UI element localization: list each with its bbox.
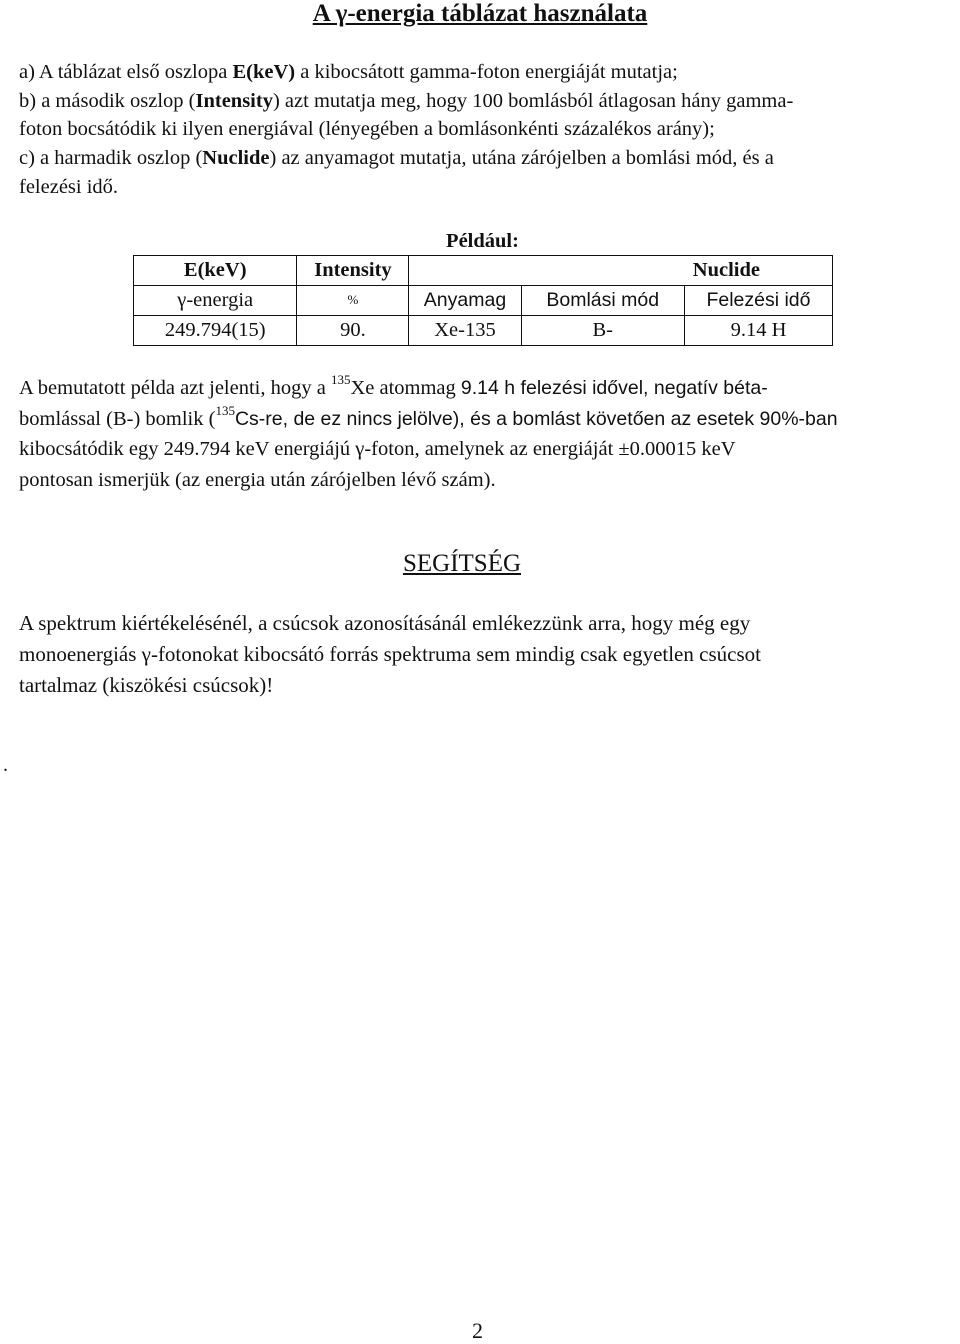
help-line-3: tartalmaz (kiszökési csúcsok)!	[19, 673, 274, 697]
header-nuclide: Nuclide	[409, 256, 833, 286]
example-title: Például:	[446, 230, 519, 252]
cell-halflife: 9.14 H	[684, 316, 832, 346]
header-intensity: Intensity	[297, 256, 409, 286]
help-heading: SEGÍTSÉG	[402, 550, 522, 577]
cell-energy: 249.794(15)	[134, 316, 297, 346]
page-title: A γ-energia táblázat használata	[312, 0, 648, 27]
help-line-1: A spektrum kiértékelésénél, a csúcsok azonosításánál emlékezzünk arra, hogy még egy	[19, 611, 751, 635]
page-number: 2	[472, 1318, 483, 1343]
cell-parent: Xe-135	[409, 316, 521, 346]
header-energy: E(keV)	[134, 256, 297, 286]
cell-intensity: 90.	[297, 316, 409, 346]
help-paragraph	[19, 608, 949, 701]
intro-item-b: b) a második oszlop (Intensity) azt mutatja meg, hogy 100 bomlásból átlagosan hány gamma-	[19, 89, 794, 112]
explanation-line-3: kibocsátódik egy 249.794 keV energiájú γ-foton, amelynek az energiáját ±0.00015 keV	[19, 438, 736, 460]
example-explanation	[19, 373, 959, 495]
intro-item-a: a) A táblázat első oszlopa E(keV) a kibocsátott gamma-foton energiáját mutatja;	[19, 61, 678, 83]
example-table	[133, 255, 833, 346]
subheader-halflife: Felezési idő	[684, 286, 832, 316]
explanation-line-2: bomlással (B-) bomlik ($^{135}$Cs-re, de ez nincs jelölve), és a bomlást követően az esetek 90%-ban	[19, 402, 838, 430]
explanation-line-1: A bemutatott példa azt jelenti, hogy a $^{135}$Xe atommag 9.14 h felezési idővel, negatív béta-	[19, 372, 768, 399]
cell-mode: B-	[521, 316, 684, 346]
subheader-intensity: %	[297, 286, 409, 316]
table-subheader-row	[134, 286, 833, 316]
intro-item-b-cont: foton bocsátódik ki ilyen energiával (lényegében a bomlásonkénti százalékos arány);	[19, 118, 715, 141]
table-row	[134, 316, 833, 346]
table-header-row	[134, 256, 833, 286]
stray-dot: .	[3, 754, 8, 776]
explanation-line-4: pontosan ismerjük (az energia után zárójelben lévő szám).	[19, 468, 496, 491]
intro-list	[19, 58, 954, 202]
intro-item-c-cont: felezési idő.	[19, 175, 119, 198]
intro-item-c: c) a harmadik oszlop (Nuclide) az anyamagot mutatja, utána zárójelben a bomlási mód, és a	[19, 147, 774, 170]
subheader-parent: Anyamag	[409, 286, 521, 316]
subheader-energy: γ-energia	[134, 286, 297, 316]
help-line-2: monoenergiás γ-fotonokat kibocsátó forrás spektruma sem mindig csak egyetlen csúcsot	[19, 642, 761, 666]
subheader-mode: Bomlási mód	[521, 286, 684, 316]
